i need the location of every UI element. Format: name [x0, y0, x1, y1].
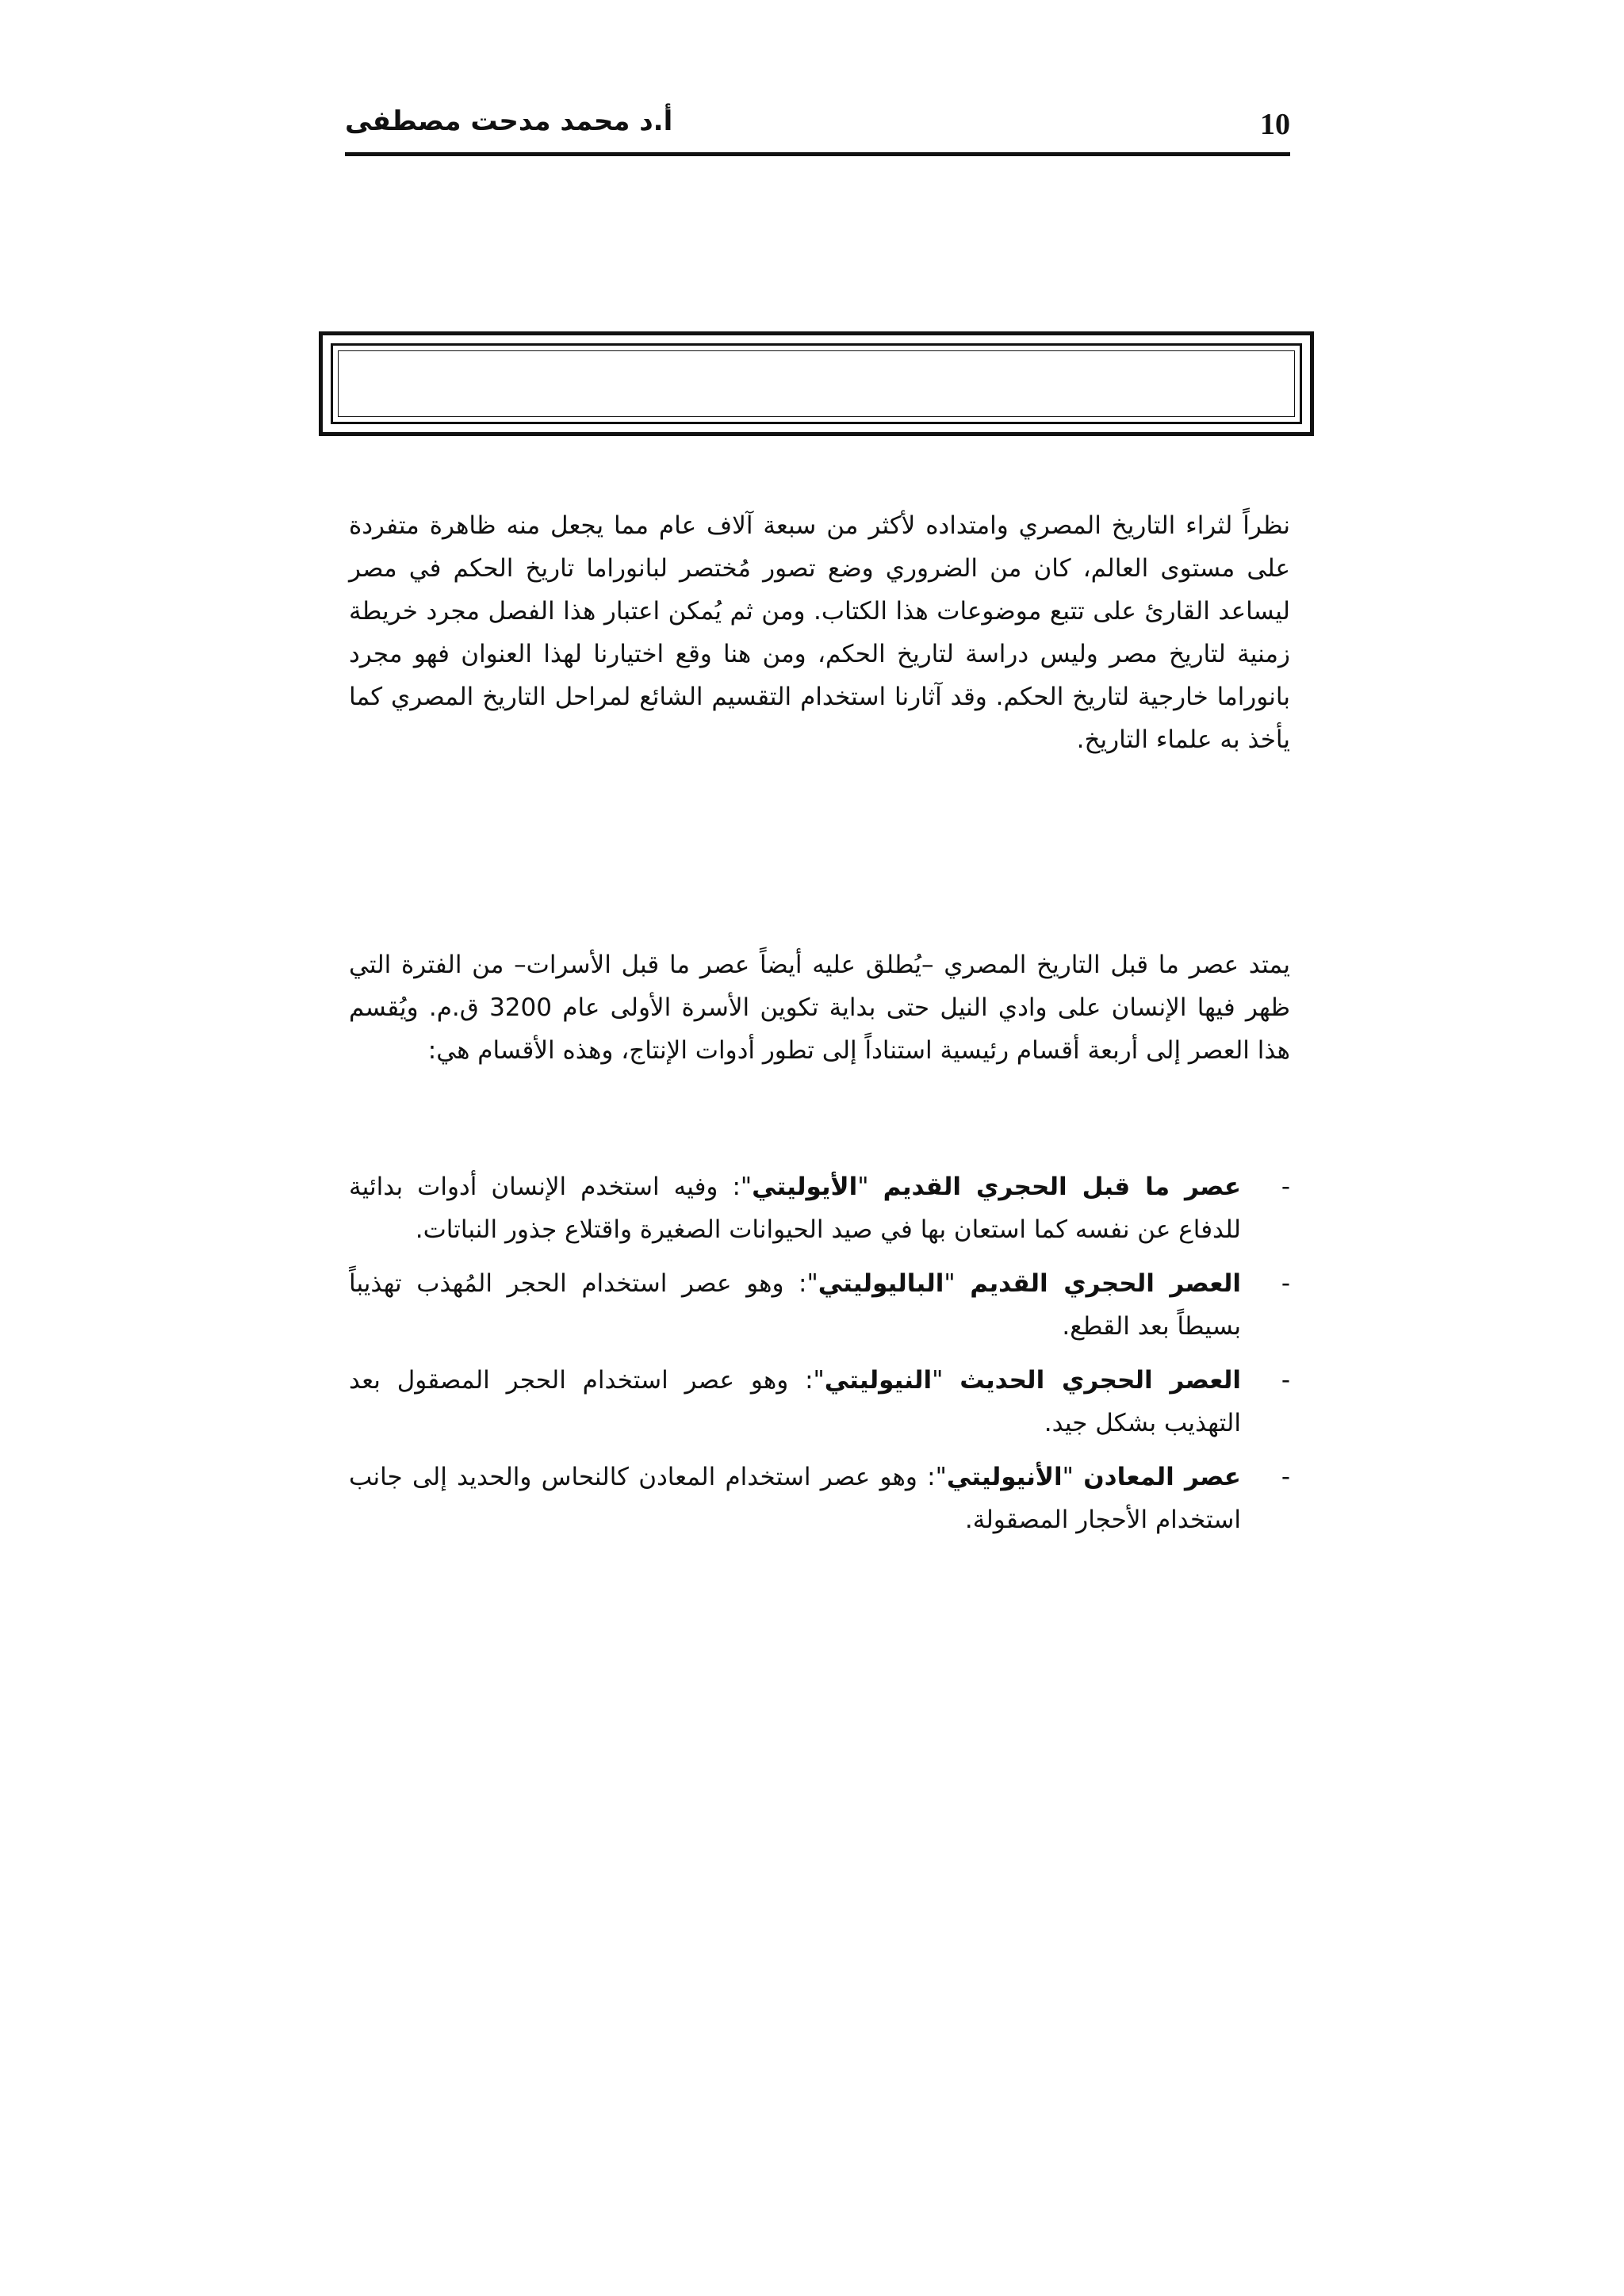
- list-item-text: وهو عصر استخدام المعادن كالنحاس والحديد إلى جانب استخدام الأحجار المصقولة.: [349, 1463, 1241, 1534]
- quote-close: ":: [788, 1366, 825, 1395]
- list-item-alias: الأنيوليتي: [946, 1463, 1063, 1491]
- quote-open: ": [1062, 1463, 1084, 1491]
- list-item: [349, 1165, 1290, 1251]
- list-dash: -: [1281, 1463, 1290, 1491]
- quote-close: ":: [917, 1463, 947, 1491]
- list-item-text: وهو عصر استخدام الحجر المصقول بعد التهذيب بشكل جيد.: [349, 1366, 1241, 1437]
- list-item-text: وهو عصر استخدام الحجر المُهذب تهذيباً بسيطاً بعد القطع.: [349, 1269, 1241, 1341]
- list-item-term: عصر المعادن: [1083, 1463, 1241, 1491]
- list-dash: -: [1281, 1366, 1290, 1395]
- quote-open: ": [944, 1269, 971, 1298]
- list-item: [349, 1262, 1290, 1348]
- prehistory-paragraph: يمتد عصر ما قبل التاريخ المصري –يُطلق عليه أيضاً عصر ما قبل الأسرات– من الفترة التي ظهر فيها الإنسان على وادي النيل حتى بداية تكوين الأسرة الأولى عام 3200 ق.م. ويُقسم هذا العصر إلى أربعة أقسام رئيسية استناداً إلى تطور أدوات الإنتاج، وهذه الأقسام هي:: [349, 951, 1290, 1065]
- page-number: 10: [1260, 108, 1290, 141]
- intro-paragraph: نظراً لثراء التاريخ المصري وامتداده لأكثر من سبعة آلاف عام مما يجعل منه ظاهرة متفردة على مستوى العالم، كان من الضروري وضع تصور مُختصر لبانوراما تاريخ الحكم في مصر ليساعد القارئ على تتبع موضوعات هذا الكتاب. ومن ثم يُمكن اعتبار هذا الفصل مجرد خريطة زمنية لتاريخ مصر وليس دراسة لتاريخ الحكم، ومن هنا وقع اختيارنا لهذا العنوان فهو مجرد بانوراما خارجية لتاريخ الحكم. وقد آثارنا استخدام التقسيم الشائع لمراحل التاريخ المصري كما يأخذ به علماء التاريخ.: [349, 511, 1290, 754]
- prehistory-ages-list: [349, 1165, 1290, 1552]
- list-item: [349, 1359, 1290, 1445]
- quote-close: ":: [718, 1173, 753, 1201]
- list-item-alias: الأيوليتي: [752, 1173, 858, 1201]
- chapter-title-frame-inner-line: [338, 350, 1295, 417]
- list-item-text: وفيه استخدم الإنسان أدوات بدائية للدفاع عن نفسه كما استعان بها في صيد الحيوانات الصغيرة واقتلاع جذور النباتات.: [349, 1173, 1241, 1244]
- quote-close: ":: [783, 1269, 818, 1298]
- list-item-alias: النيوليتي: [824, 1366, 933, 1395]
- list-item-term: العصر الحجري الحديث: [959, 1366, 1242, 1395]
- list-item-term: العصر الحجري القديم: [970, 1269, 1241, 1298]
- author-name: أ.د محمد مدحت مصطفى: [345, 105, 673, 137]
- list-item: [349, 1456, 1290, 1541]
- header-rule: [345, 152, 1290, 156]
- quote-open: ": [857, 1173, 883, 1201]
- list-dash: -: [1281, 1269, 1290, 1298]
- list-item-alias: الباليوليتي: [818, 1269, 944, 1298]
- chapter-title-frame: [319, 331, 1314, 436]
- page-header: [345, 99, 1290, 155]
- quote-open: ": [932, 1366, 960, 1395]
- list-item-term: عصر ما قبل الحجري القديم: [883, 1173, 1241, 1201]
- chapter-title-frame-inner: [331, 343, 1302, 424]
- list-dash: -: [1281, 1173, 1290, 1201]
